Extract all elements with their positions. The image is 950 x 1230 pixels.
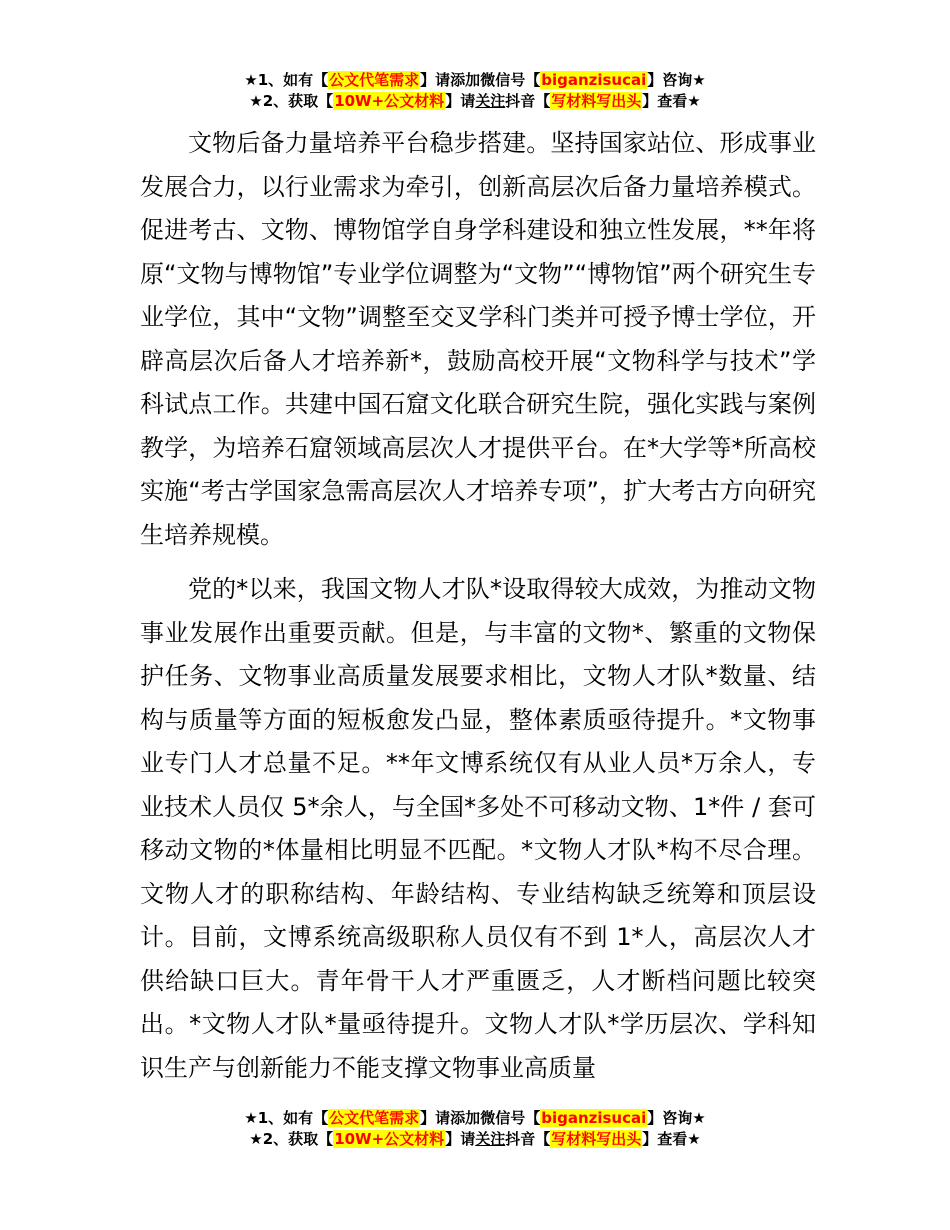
paragraph-talent-shortage: 党的*以来，我国文物人才队*设取得较大成效，为推动文物事业发展作出重要贡献。但是，与丰富的文物*、繁重的文物保护任务、文物事业高质量发展要求相比，文物人才队*数量、结构与质量等方面的短板愈发凸显，整体素质亟待提升。*文物事业专门人才总量不足。**年文博系统仅有从业人员*万余人，专业技术人员仅 5*余人，与全国*多处不可移动文物、1*件 / 套可移动文物的*体量相比明显不匹配。*文物人才队*构不尽合理。文物人才的职称结构、年龄结构、专业结构缺乏统筹和顶层设计。目前，文博系统高级职称人员仅有不到 1*人，高层次人才供给缺口巨大。青年骨干人才严重匮乏，人才断档问题比较突出。*文物人才队*量亟待提升。文物人才队*学历层次、学科知识生产与创新能力不能支撑文物事业高质量 bbox=[140, 575, 816, 1082]
promo-line-1-prefix: ★1、如有【 bbox=[244, 71, 329, 89]
promo-line-1-suffix: 】咨询★ bbox=[647, 71, 706, 89]
promo-line-2-mid1: 】请 bbox=[445, 1130, 476, 1148]
promo-line-2-mid1: 】请 bbox=[445, 92, 476, 110]
promo-highlight-ghostwriting: 公文代笔需求 bbox=[329, 71, 420, 89]
header-promo-banner bbox=[0, 70, 950, 112]
promo-highlight-ghostwriting: 公文代笔需求 bbox=[329, 1109, 420, 1127]
promo-line-2-suffix: 】查看★ bbox=[642, 92, 701, 110]
promo-line-1-suffix: 】咨询★ bbox=[647, 1109, 706, 1127]
promo-highlight-materials: 10W+公文材料 bbox=[334, 1130, 445, 1148]
promo-line-1-prefix: ★1、如有【 bbox=[244, 1109, 329, 1127]
footer-promo-banner bbox=[0, 1108, 950, 1150]
promo-line-1-mid1: 】请添加 bbox=[420, 1109, 481, 1127]
promo-line-2-suffix: 】查看★ bbox=[642, 1130, 701, 1148]
promo-highlight-douyin-account: 写材料写出头 bbox=[551, 92, 642, 110]
document-body bbox=[140, 122, 816, 1090]
promo-highlight-materials: 10W+公文材料 bbox=[334, 92, 445, 110]
promo-line-1 bbox=[0, 1108, 950, 1129]
promo-line-2-mid2: 抖音【 bbox=[505, 1130, 551, 1148]
promo-line-1-mid2: 微信号【 bbox=[480, 1109, 541, 1127]
promo-line-2-mid2: 抖音【 bbox=[505, 92, 551, 110]
promo-follow-text: 关注 bbox=[475, 92, 506, 110]
promo-line-2-prefix: ★2、获取【 bbox=[249, 1130, 334, 1148]
promo-line-1 bbox=[0, 70, 950, 91]
promo-line-1-mid2: 微信号【 bbox=[480, 71, 541, 89]
promo-highlight-wechat-id: biganzisucai bbox=[541, 71, 647, 89]
promo-follow-text: 关注 bbox=[475, 1130, 506, 1148]
promo-line-2-prefix: ★2、获取【 bbox=[249, 92, 334, 110]
promo-line-1-mid1: 】请添加 bbox=[420, 71, 481, 89]
promo-highlight-douyin-account: 写材料写出头 bbox=[551, 1130, 642, 1148]
promo-highlight-wechat-id: biganzisucai bbox=[541, 1109, 647, 1127]
promo-line-2 bbox=[0, 91, 950, 112]
promo-line-2 bbox=[0, 1129, 950, 1150]
paragraph-talent-platform: 文物后备力量培养平台稳步搭建。坚持国家站位、形成事业发展合力，以行业需求为牵引，创新高层次后备力量培养模式。促进考古、文物、博物馆学自身学科建设和独立性发展，**年将原“文物与博物馆”专业学位调整为“文物”“博物馆”两个研究生专业学位，其中“文物”调整至交叉学科门类并可授予博士学位，开辟高层次后备人才培养新*，鼓励高校开展“文物科学与技术”学科试点工作。共建中国石窟文化联合研究生院，强化实践与案例教学，为培养石窟领域高层次人才提供平台。在*大学等*所高校实施“考古学国家急需高层次人才培养专项”，扩大考古方向研究生培养规模。 bbox=[140, 129, 816, 549]
